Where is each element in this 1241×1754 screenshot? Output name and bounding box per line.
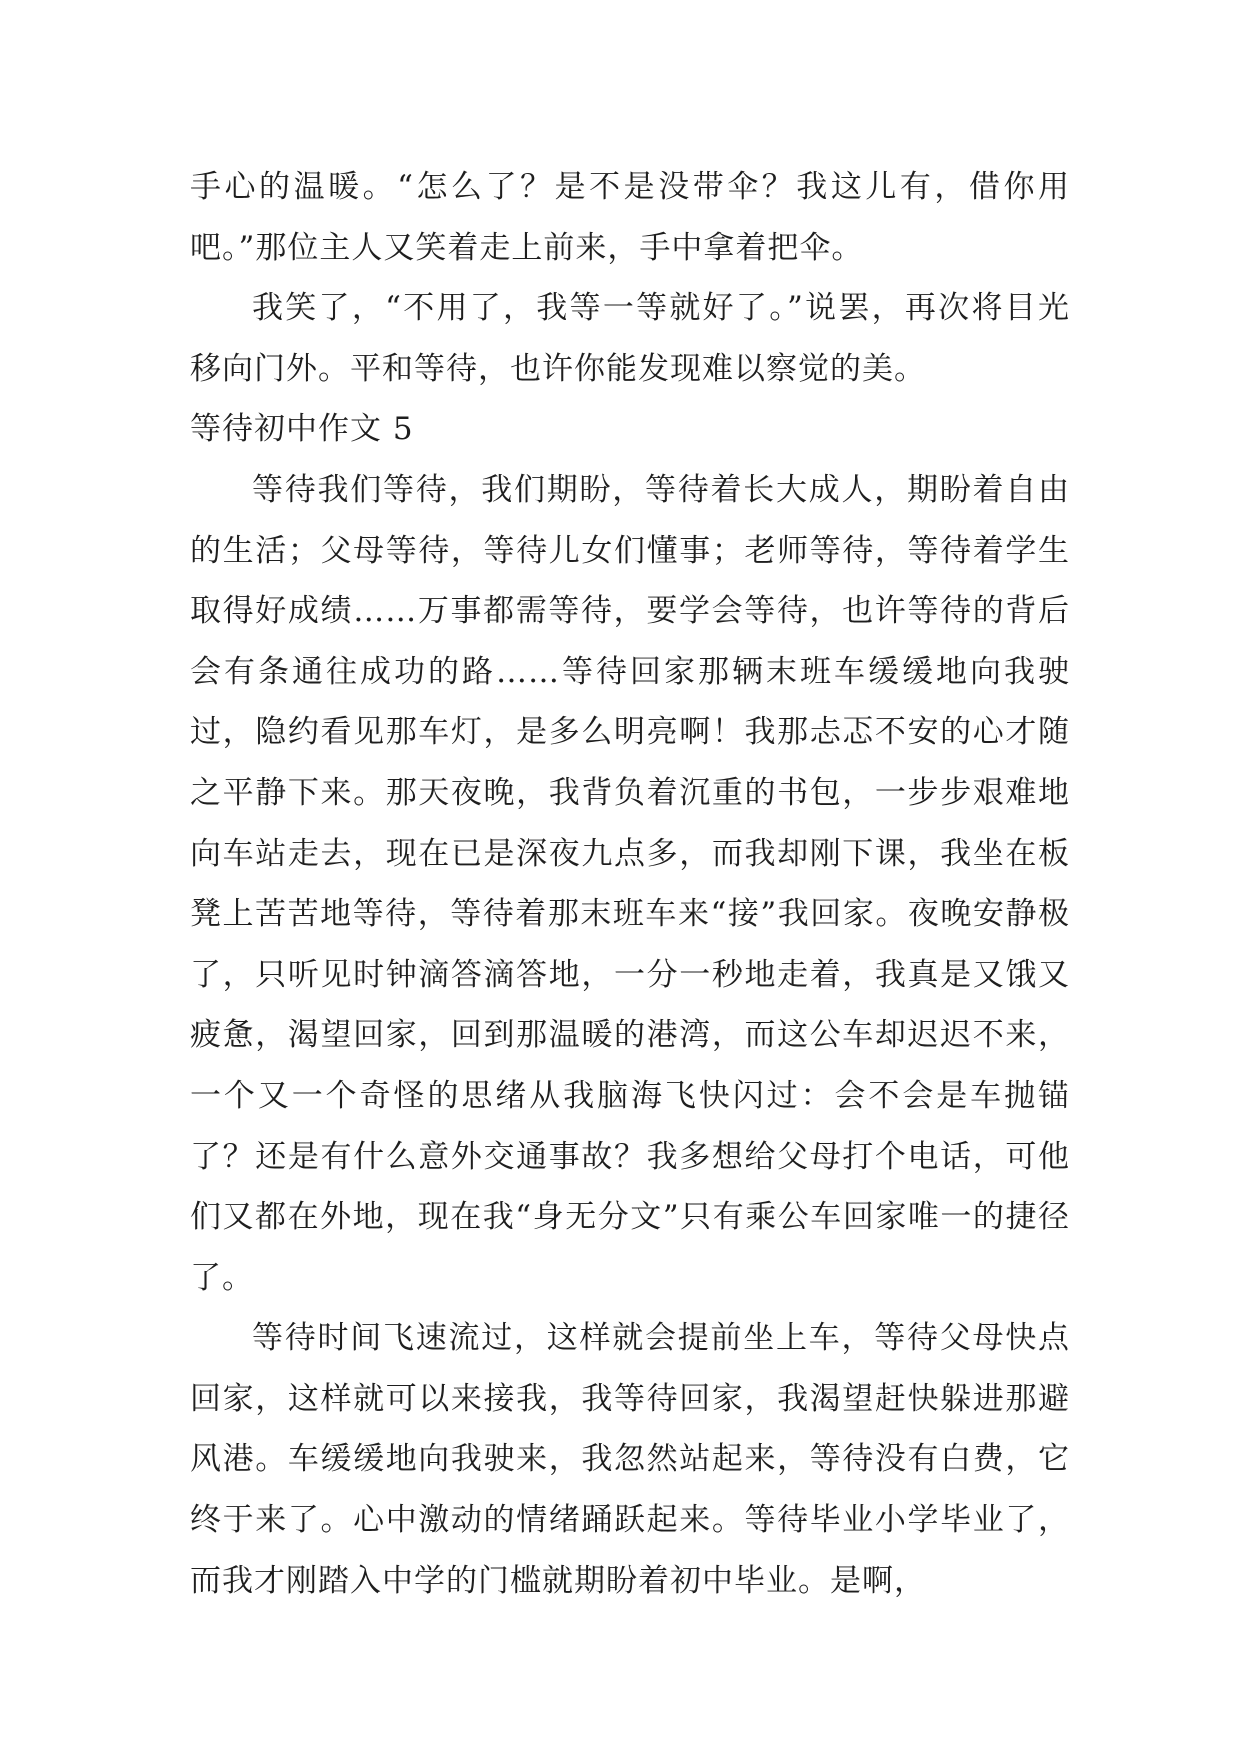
paragraph: 等待我们等待，我们期盼，等待着长大成人，期盼着自由的生活；父母等待，等待儿女们懂事；老师等待，等待着学生取得好成绩……万事都需等待，要学会等待，也许等待的背后会有条通往成功的路……等待回家那辆末班车缓缓地向我驶过，隐约看见那车灯，是多么明亮啊！我那忐忑不安的心才随之平静下来。那天夜晚，我背负着沉重的书包，一步步艰难地向车站走去，现在已是深夜九点多，而我却刚下课，我坐在板凳上苦苦地等待，等待着那末班车来“接”我回家。夜晚安静极了，只听见时钟滴答滴答地，一分一秒地走着，我真是又饿又疲惫，渴望回家，回到那温暖的港湾，而这公车却迟迟不来，一个又一个奇怪的思绪从我脑海飞快闪过：会不会是车抛锚了？还是有什么意外交通事故？我多想给父母打个电话，可他们又都在外地，现在我“身无分文”只有乘公车回家唯一的捷径了。 — [190, 471, 1070, 1296]
section-heading: 等待初中作文 5 — [190, 411, 414, 448]
paragraph-continued: 手心的温暖。“怎么了？是不是没带伞？我这儿有，借你用吧。”那位主人又笑着走上前来，手中拿着把伞。 — [190, 169, 1070, 266]
document-body — [190, 157, 1070, 1611]
paragraph: 等待时间飞速流过，这样就会提前坐上车，等待父母快点回家，这样就可以来接我，我等待回家，我渴望赶快躲进那避风港。车缓缓地向我驶来，我忽然站起来，等待没有白费，它终于来了。心中激动的情绪踊跃起来。等待毕业小学毕业了，而我才刚踏入中学的门槛就期盼着初中毕业。是啊， — [190, 1320, 1070, 1599]
paragraph: 我笑了，“不用了，我等一等就好了。”说罢，再次将目光移向门外。平和等待，也许你能发现难以察觉的美。 — [190, 290, 1070, 387]
